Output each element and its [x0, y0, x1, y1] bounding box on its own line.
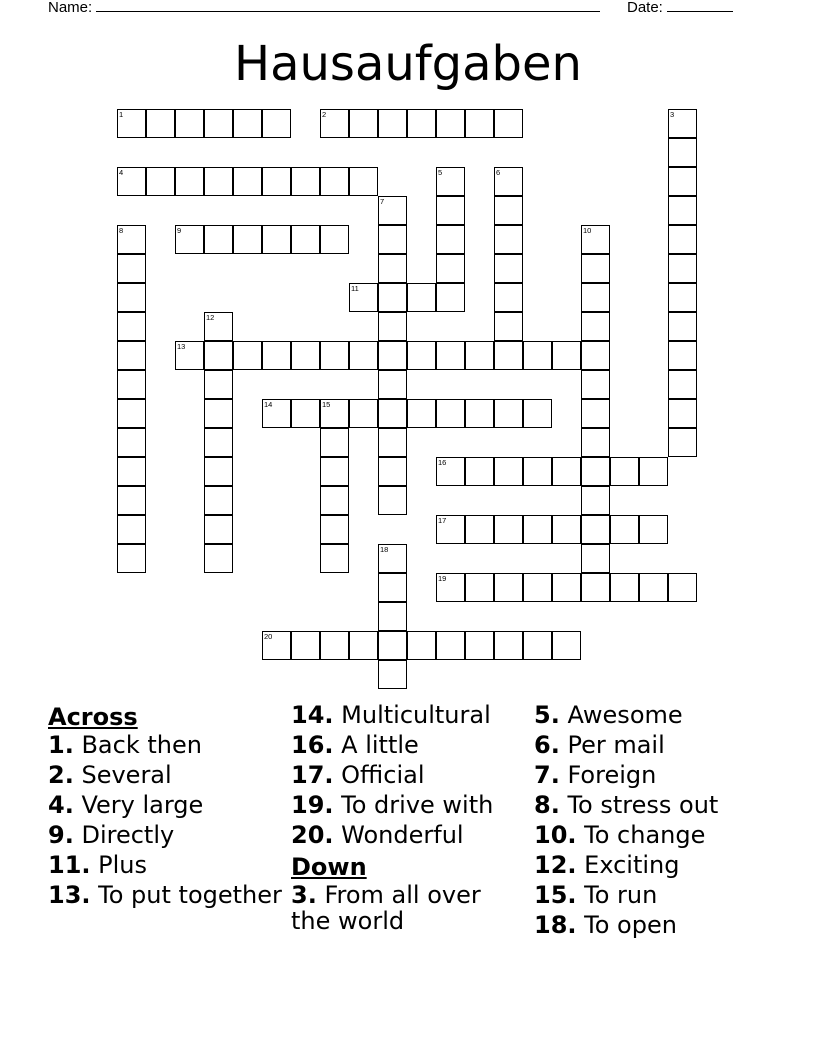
- grid-cell[interactable]: [320, 457, 349, 486]
- grid-cell[interactable]: [262, 109, 291, 138]
- grid-cell[interactable]: [204, 167, 233, 196]
- date-blank-line[interactable]: [667, 0, 733, 12]
- cell-number: 3: [670, 110, 675, 119]
- clue-across-9: 9. Directly: [48, 821, 175, 849]
- grid-cell[interactable]: [378, 312, 407, 341]
- grid-cell[interactable]: [436, 109, 465, 138]
- grid-cell[interactable]: [378, 544, 407, 573]
- grid-cell[interactable]: [349, 399, 378, 428]
- grid-cell[interactable]: [639, 515, 668, 544]
- grid-cell[interactable]: [581, 283, 610, 312]
- cell-number: 11: [351, 284, 359, 293]
- down-heading: Down: [291, 853, 367, 881]
- grid-cell[interactable]: [233, 167, 262, 196]
- grid-cell[interactable]: [465, 631, 494, 660]
- grid-cell[interactable]: [581, 370, 610, 399]
- grid-cell[interactable]: [639, 457, 668, 486]
- clues-column-1: [48, 702, 283, 912]
- clue-across-4: 4. Very large: [48, 791, 204, 819]
- grid-cell[interactable]: [465, 457, 494, 486]
- clue-down-10: 10. To change: [534, 821, 706, 849]
- grid-cell[interactable]: [175, 341, 204, 370]
- grid-cell[interactable]: [320, 428, 349, 457]
- grid-cell[interactable]: [494, 399, 523, 428]
- cell-number: 8: [119, 226, 124, 235]
- grid-cell[interactable]: [175, 167, 204, 196]
- clue-down-18: 18. To open: [534, 911, 677, 939]
- clue-across-11: 11. Plus: [48, 851, 148, 879]
- grid-cell[interactable]: [204, 515, 233, 544]
- cell-number: 9: [177, 226, 182, 235]
- grid-cell[interactable]: [436, 341, 465, 370]
- grid-cell[interactable]: [465, 515, 494, 544]
- grid-cell[interactable]: [581, 544, 610, 573]
- grid-cell[interactable]: [117, 457, 146, 486]
- grid-cell[interactable]: [552, 573, 581, 602]
- grid-cell[interactable]: [407, 341, 436, 370]
- cell-number: 14: [264, 400, 273, 409]
- cell-number: 16: [438, 458, 447, 467]
- grid-cell[interactable]: [291, 341, 320, 370]
- clue-down-8: 8. To stress out: [534, 791, 719, 819]
- grid-cell[interactable]: [465, 109, 494, 138]
- grid-cell[interactable]: [320, 225, 349, 254]
- cell-number: 5: [438, 168, 443, 177]
- grid-cell[interactable]: [668, 341, 697, 370]
- grid-cell[interactable]: [378, 457, 407, 486]
- grid-cell[interactable]: [581, 573, 610, 602]
- grid-cell[interactable]: [146, 167, 175, 196]
- grid-cell[interactable]: [320, 167, 349, 196]
- date-field[interactable]: [627, 0, 733, 16]
- grid-cell[interactable]: [320, 109, 349, 138]
- grid-cell[interactable]: [117, 428, 146, 457]
- clue-across-14: 14. Multicultural: [291, 701, 491, 729]
- grid-cell[interactable]: [378, 283, 407, 312]
- grid-cell[interactable]: [378, 109, 407, 138]
- grid-cell[interactable]: [668, 167, 697, 196]
- grid-cell[interactable]: [552, 341, 581, 370]
- grid-cell[interactable]: [204, 312, 233, 341]
- grid-cell[interactable]: [494, 196, 523, 225]
- grid-cell[interactable]: [378, 399, 407, 428]
- grid-cell[interactable]: [291, 399, 320, 428]
- grid-cell[interactable]: [523, 631, 552, 660]
- grid-cell[interactable]: [552, 457, 581, 486]
- grid-cell[interactable]: [117, 225, 146, 254]
- grid-cell[interactable]: [610, 515, 639, 544]
- grid-cell[interactable]: [233, 341, 262, 370]
- grid-cell[interactable]: [378, 573, 407, 602]
- grid-cell[interactable]: [204, 109, 233, 138]
- grid-cell[interactable]: [610, 573, 639, 602]
- grid-cell[interactable]: [668, 283, 697, 312]
- clue-down-6: 6. Per mail: [534, 731, 665, 759]
- grid-cell[interactable]: [378, 196, 407, 225]
- grid-cell[interactable]: [668, 428, 697, 457]
- clue-across-20: 20. Wonderful: [291, 821, 464, 849]
- grid-cell[interactable]: [581, 428, 610, 457]
- grid-cell[interactable]: [262, 225, 291, 254]
- grid-cell[interactable]: [581, 225, 610, 254]
- grid-cell[interactable]: [117, 399, 146, 428]
- grid-cell[interactable]: [320, 544, 349, 573]
- grid-cell[interactable]: [494, 254, 523, 283]
- grid-cell[interactable]: [117, 312, 146, 341]
- grid-cell[interactable]: [407, 109, 436, 138]
- grid-cell[interactable]: [117, 486, 146, 515]
- grid-cell[interactable]: [436, 283, 465, 312]
- grid-cell[interactable]: [320, 486, 349, 515]
- clue-down-15: 15. To run: [534, 881, 658, 909]
- clues-column-2: [291, 702, 526, 938]
- grid-cell[interactable]: [117, 370, 146, 399]
- grid-cell[interactable]: [494, 109, 523, 138]
- clue-across-2: 2. Several: [48, 761, 172, 789]
- grid-cell[interactable]: [117, 167, 146, 196]
- grid-cell[interactable]: [204, 544, 233, 573]
- grid-cell[interactable]: [117, 283, 146, 312]
- grid-cell[interactable]: [117, 254, 146, 283]
- grid-cell[interactable]: [291, 631, 320, 660]
- cell-number: 18: [380, 545, 389, 554]
- grid-cell[interactable]: [494, 573, 523, 602]
- cell-number: 13: [177, 342, 186, 351]
- grid-cell[interactable]: [523, 573, 552, 602]
- grid-cell[interactable]: [581, 341, 610, 370]
- grid-cell[interactable]: [117, 544, 146, 573]
- grid-cell[interactable]: [349, 109, 378, 138]
- grid-cell[interactable]: [610, 457, 639, 486]
- grid-cell[interactable]: [175, 109, 204, 138]
- name-field[interactable]: [48, 0, 600, 16]
- grid-cell[interactable]: [494, 341, 523, 370]
- date-label: Date:: [627, 0, 663, 16]
- grid-cell[interactable]: [494, 312, 523, 341]
- grid-cell[interactable]: [552, 515, 581, 544]
- cell-number: 20: [264, 632, 273, 641]
- grid-cell[interactable]: [494, 225, 523, 254]
- grid-cell[interactable]: [378, 254, 407, 283]
- grid-cell[interactable]: [581, 254, 610, 283]
- cell-number: 6: [496, 168, 501, 177]
- grid-cell[interactable]: [465, 399, 494, 428]
- grid-cell[interactable]: [436, 399, 465, 428]
- clue-across-13: 13. To put together: [48, 881, 282, 909]
- grid-cell[interactable]: [639, 573, 668, 602]
- name-blank-line[interactable]: [96, 0, 600, 12]
- grid-cell[interactable]: [262, 399, 291, 428]
- grid-cell[interactable]: [436, 196, 465, 225]
- grid-cell[interactable]: [291, 225, 320, 254]
- grid-cell[interactable]: [581, 312, 610, 341]
- grid-cell[interactable]: [668, 370, 697, 399]
- grid-cell[interactable]: [320, 341, 349, 370]
- grid-cell[interactable]: [233, 225, 262, 254]
- grid-cell[interactable]: [407, 283, 436, 312]
- grid-cell[interactable]: [523, 341, 552, 370]
- grid-cell[interactable]: [494, 515, 523, 544]
- grid-cell[interactable]: [378, 486, 407, 515]
- grid-cell[interactable]: [436, 225, 465, 254]
- grid-cell[interactable]: [262, 341, 291, 370]
- grid-cell[interactable]: [552, 631, 581, 660]
- clues-column-3: [534, 702, 794, 942]
- grid-cell[interactable]: [436, 631, 465, 660]
- grid-cell[interactable]: [378, 370, 407, 399]
- grid-cell[interactable]: [378, 225, 407, 254]
- cell-number: 12: [206, 313, 215, 322]
- grid-cell[interactable]: [668, 196, 697, 225]
- cell-number: 4: [119, 168, 124, 177]
- grid-cell[interactable]: [262, 167, 291, 196]
- grid-cell[interactable]: [436, 457, 465, 486]
- grid-cell[interactable]: [465, 573, 494, 602]
- grid-cell[interactable]: [668, 225, 697, 254]
- grid-cell[interactable]: [204, 225, 233, 254]
- across-heading: Across: [48, 703, 138, 731]
- grid-cell[interactable]: [175, 225, 204, 254]
- grid-cell[interactable]: [407, 399, 436, 428]
- grid-cell[interactable]: [320, 515, 349, 544]
- name-label: Name:: [48, 0, 93, 16]
- grid-cell[interactable]: [378, 341, 407, 370]
- grid-cell[interactable]: [523, 515, 552, 544]
- grid-cell[interactable]: [436, 573, 465, 602]
- grid-cell[interactable]: [668, 573, 697, 602]
- grid-cell[interactable]: [204, 370, 233, 399]
- clue-down-5: 5. Awesome: [534, 701, 683, 729]
- grid-cell[interactable]: [581, 486, 610, 515]
- grid-cell[interactable]: [320, 631, 349, 660]
- grid-cell[interactable]: [378, 631, 407, 660]
- grid-cell[interactable]: [668, 312, 697, 341]
- grid-cell[interactable]: [378, 660, 407, 689]
- clue-across-1: 1. Back then: [48, 731, 202, 759]
- grid-cell[interactable]: [581, 399, 610, 428]
- clue-down-12: 12. Exciting: [534, 851, 680, 879]
- grid-cell[interactable]: [320, 399, 349, 428]
- cell-number: 15: [322, 400, 331, 409]
- grid-cell[interactable]: [349, 341, 378, 370]
- grid-cell[interactable]: [581, 515, 610, 544]
- grid-cell[interactable]: [668, 254, 697, 283]
- grid-cell[interactable]: [523, 399, 552, 428]
- grid-cell[interactable]: [349, 283, 378, 312]
- grid-cell[interactable]: [349, 631, 378, 660]
- grid-cell[interactable]: [117, 109, 146, 138]
- grid-cell[interactable]: [436, 254, 465, 283]
- grid-cell[interactable]: [436, 515, 465, 544]
- grid-cell[interactable]: [668, 399, 697, 428]
- clue-down-7: 7. Foreign: [534, 761, 657, 789]
- grid-cell[interactable]: [262, 631, 291, 660]
- grid-cell[interactable]: [117, 515, 146, 544]
- cell-number: 10: [583, 226, 592, 235]
- cell-number: 7: [380, 197, 385, 206]
- grid-cell[interactable]: [581, 457, 610, 486]
- grid-cell[interactable]: [494, 283, 523, 312]
- grid-cell[interactable]: [233, 109, 262, 138]
- grid-cell[interactable]: [349, 167, 378, 196]
- grid-cell[interactable]: [146, 109, 175, 138]
- clue-down-3: 3. From all over the world: [291, 881, 481, 935]
- cell-number: 2: [322, 110, 327, 119]
- clue-across-17: 17. Official: [291, 761, 425, 789]
- clue-across-19: 19. To drive with: [291, 791, 494, 819]
- grid-cell[interactable]: [523, 457, 552, 486]
- grid-cell[interactable]: [291, 167, 320, 196]
- grid-cell[interactable]: [436, 167, 465, 196]
- cell-number: 1: [119, 110, 124, 119]
- puzzle-title: Hausaufgaben: [234, 36, 582, 92]
- grid-cell[interactable]: [378, 602, 407, 631]
- grid-cell[interactable]: [494, 631, 523, 660]
- grid-cell[interactable]: [204, 341, 233, 370]
- grid-cell[interactable]: [378, 428, 407, 457]
- grid-cell[interactable]: [204, 428, 233, 457]
- grid-cell[interactable]: [668, 138, 697, 167]
- grid-cell[interactable]: [204, 399, 233, 428]
- clue-across-16: 16. A little: [291, 731, 419, 759]
- grid-cell[interactable]: [407, 631, 436, 660]
- grid-cell[interactable]: [204, 457, 233, 486]
- grid-cell[interactable]: [668, 109, 697, 138]
- grid-cell[interactable]: [465, 341, 494, 370]
- grid-cell[interactable]: [117, 341, 146, 370]
- grid-cell[interactable]: [494, 457, 523, 486]
- cell-number: 17: [438, 516, 447, 525]
- grid-cell[interactable]: [204, 486, 233, 515]
- cell-number: 19: [438, 574, 447, 583]
- grid-cell[interactable]: [494, 167, 523, 196]
